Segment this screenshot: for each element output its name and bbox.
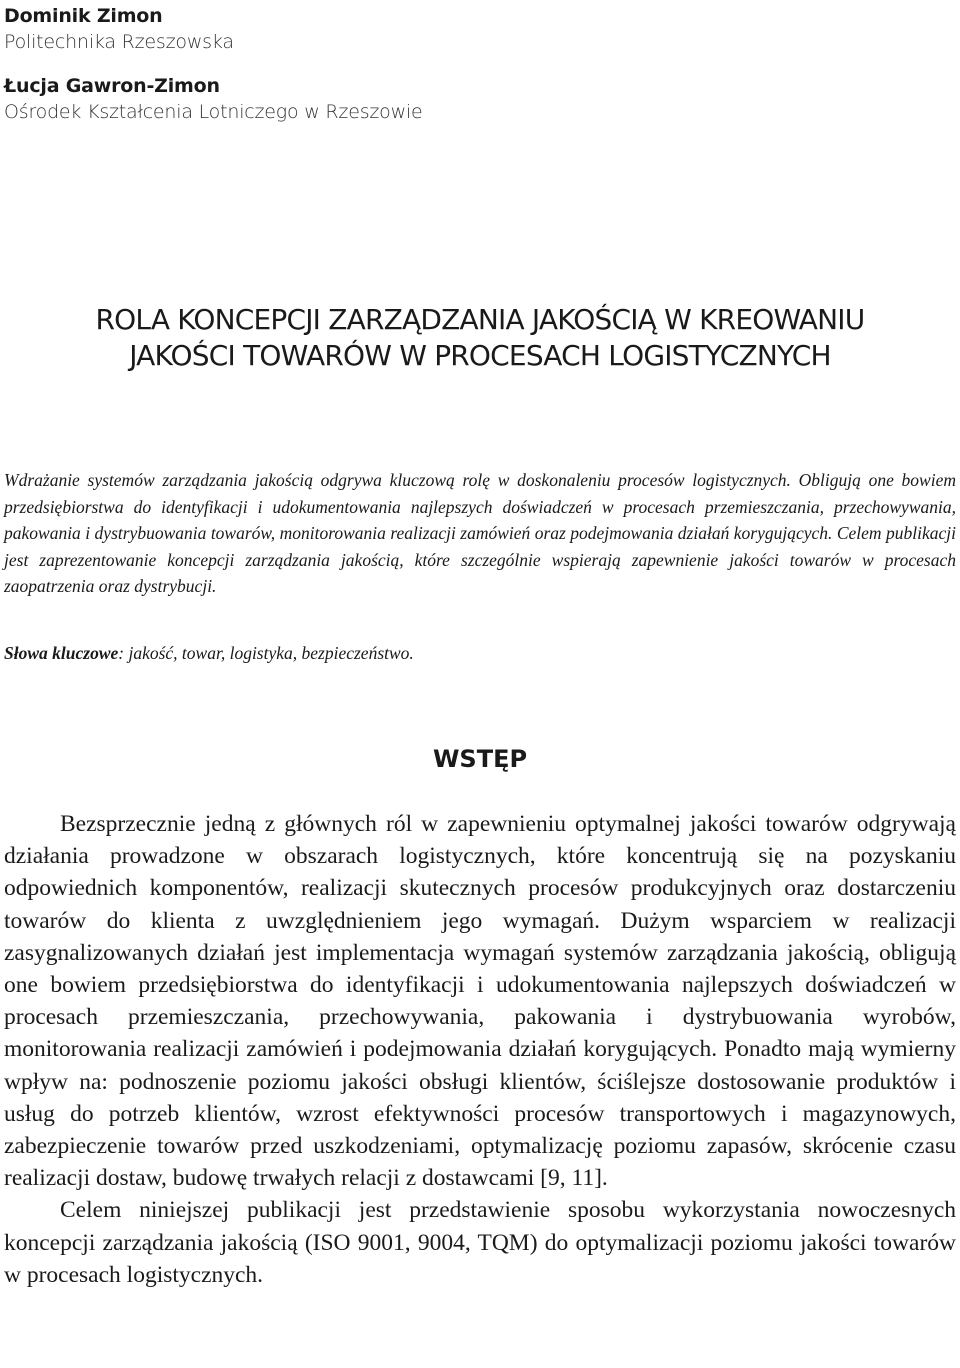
author-name: Dominik Zimon <box>4 5 163 27</box>
paper-title-line: ROLA KONCEPCJI ZARZĄDZANIA JAKOŚCIĄ W KREOWANIU <box>95 303 865 336</box>
body-paragraph: Celem niniejszej publikacji jest przedstawienie sposobu wykorzystania nowoczesnych koncepcji zarządzania jakością (ISO 9001, 9004, TQM) do optymalizacji poziomu jakości towarów w procesach logistycznych. <box>4 1197 956 1288</box>
body-paragraph: Bezsprzecznie jedną z głównych ról w zapewnieniu optymalnej jakości towarów odgrywają działania prowadzone w obszarach logistycznych, które koncentrują się na pozyskaniu odpowiednich komponentów, realizacji skutecznych procesów produkcyjnych oraz dostarczeniu towarów do klienta z uwzględnieniem jego wymagań. Dużym wsparciem w realizacji zasygnalizowanych działań jest implementacja wymagań systemów zarządzania jakością, obligują one bowiem przedsiębiorstwa do identyfikacji i udokumentowania najlepszych doświadczeń w procesach przemieszczania, przechowywania, pakowania i dystrybuowania wyrobów, monitorowania realizacji zamówień i podejmowania działań korygujących. Ponadto mają wymierny wpływ na: podnoszenie poziomu jakości obsługi klientów, ściślejsze dostosowanie produktów i usług do potrzeb klientów, wzrost efektywności procesów transportowych i magazynowych, zabezpieczenie towarów przed uszkodzeniami, optymalizację poziomu zapasów, skrócenie czasu realizacji dostaw, budowę trwałych relacji z dostawcami [9, 11]. <box>4 811 956 1192</box>
author-affiliation: Ośrodek Kształcenia Lotniczego w Rzeszowie <box>4 101 423 123</box>
keywords-text: : jakość, towar, logistyka, bezpieczeństwo. <box>118 643 414 663</box>
section-heading: WSTĘP <box>432 745 528 773</box>
author-block <box>4 74 604 124</box>
body-text <box>4 808 956 1291</box>
paper-title-line: JAKOŚCI TOWARÓW W PROCESACH LOGISTYCZNYCH <box>129 339 831 372</box>
keywords <box>4 640 956 666</box>
author-block <box>4 4 604 54</box>
paper-title <box>0 302 960 374</box>
abstract <box>4 467 956 600</box>
abstract-text: Wdrażanie systemów zarządzania jakością odgrywa kluczową rolę w doskonaleniu procesów logistycznych. Obligują one bowiem przedsiębiorstwa do identyfikacji i udokumentowania najlepszych doświadczeń w procesach przemieszczania, przechowywania, pakowania i dystrybuowania towarów, monitorowania realizacji zamówień oraz podejmowania działań korygujących. Celem publikacji jest zaprezentowanie koncepcji zarządzania jakością, które szczególnie wspierają zapewnienie jakości towarów w procesach zaopatrzenia oraz dystrybucji. <box>4 470 956 596</box>
author-affiliation: Politechnika Rzeszowska <box>4 31 234 53</box>
author-list <box>4 0 604 124</box>
keywords-label: Słowa kluczowe <box>4 643 119 663</box>
author-name: Łucja Gawron-Zimon <box>4 75 220 97</box>
